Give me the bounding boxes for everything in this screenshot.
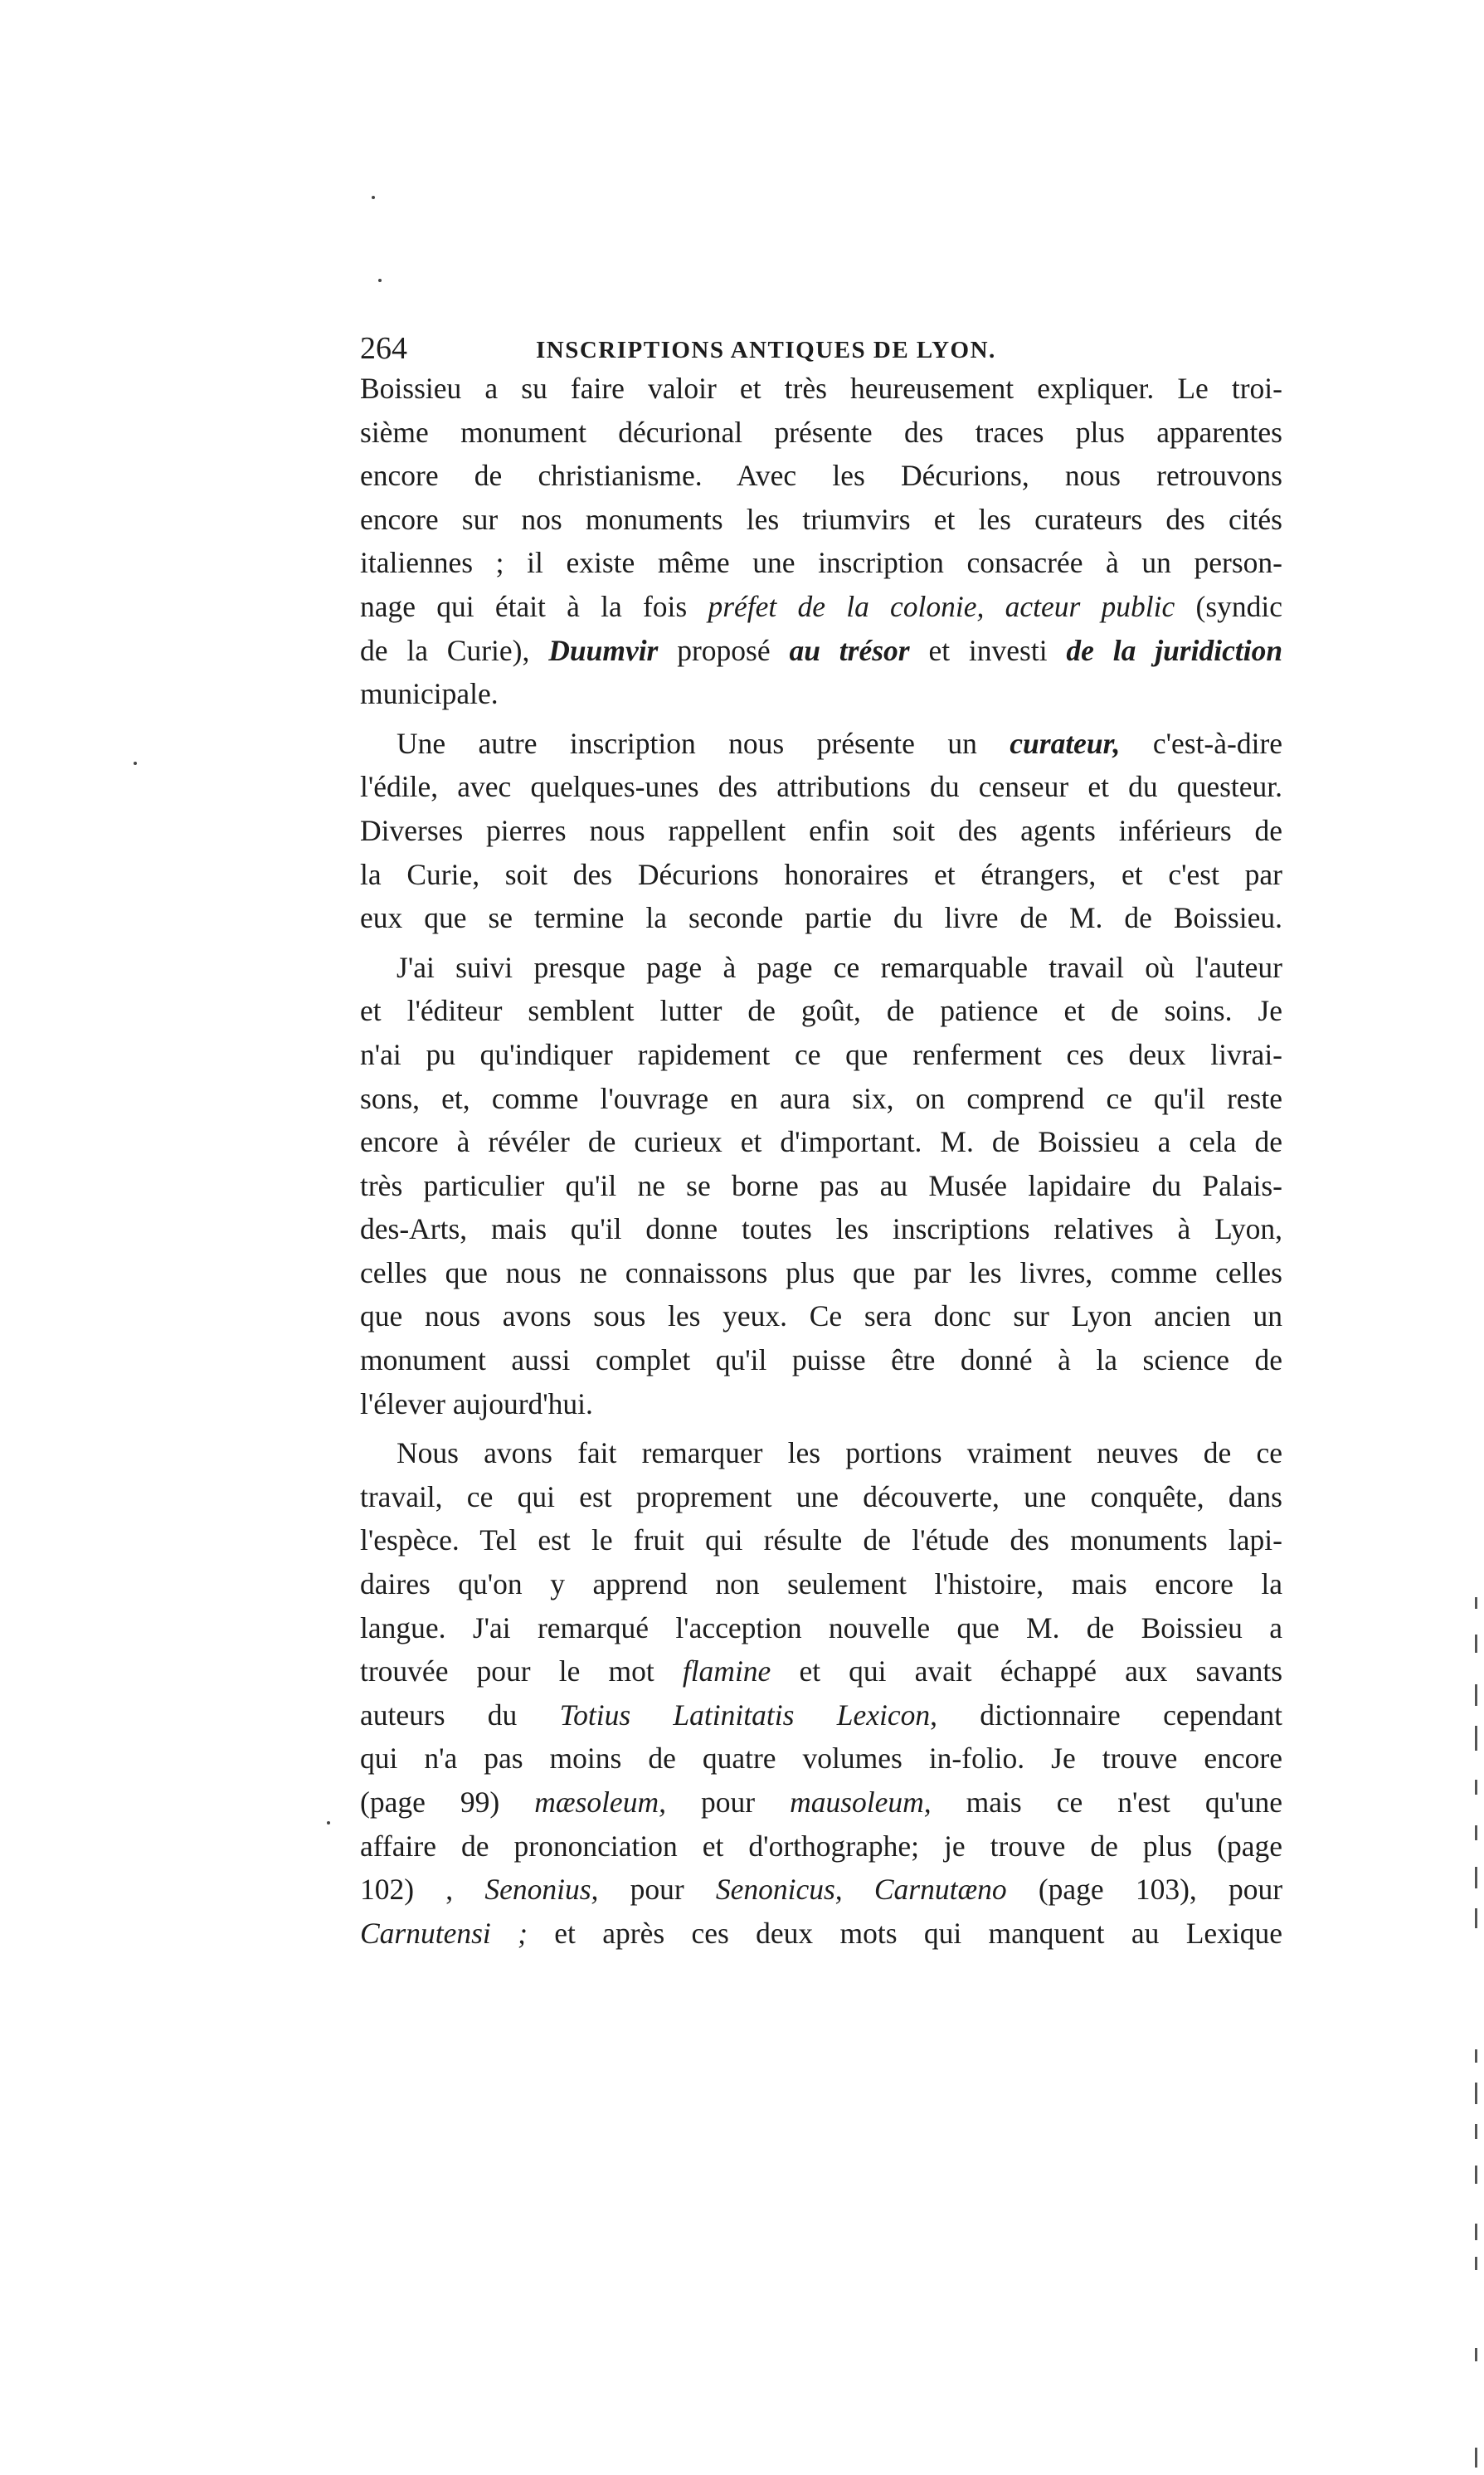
text-run: pour: [630, 1873, 684, 1907]
scan-speck: [327, 1821, 330, 1825]
paragraph-1: [360, 367, 1282, 716]
text-run: auteurs du: [360, 1698, 518, 1732]
italic-run: au trésor: [789, 633, 910, 667]
text-line: l'espèce. Tel est le fruit qui résulte de l'étude des monuments lapi-: [360, 1523, 1282, 1557]
margin-mark: [1475, 2348, 1477, 2361]
text-line: J'ai suivi presque page à page ce remarquable travail où l'auteur: [397, 950, 1282, 984]
italic-run: Senonicus, Carnutæno: [715, 1873, 1007, 1907]
text-line: sième monument décurional présente des traces plus apparentes: [360, 415, 1282, 449]
text-line: Nous avons fait remarquer les portions vraiment neuves de ce: [397, 1436, 1282, 1470]
margin-mark: [1475, 2083, 1477, 2104]
margin-mark: [1475, 2124, 1477, 2139]
paragraph-3: [360, 946, 1282, 1426]
text-run: pour: [700, 1786, 756, 1819]
running-head: [360, 330, 1282, 367]
italic-run: Totius Latinitatis Lexicon: [559, 1698, 931, 1732]
text-run: , dictionnaire cependant: [930, 1698, 1282, 1732]
margin-mark: [1475, 2166, 1477, 2184]
text-line: [360, 1693, 1282, 1737]
text-line: monument aussi complet qu'il puisse être donné à la science de: [360, 1343, 1282, 1377]
italic-run: mæsoleum,: [534, 1786, 666, 1819]
italic-run: Carnutensi ;: [360, 1916, 528, 1950]
margin-mark: [1475, 1597, 1477, 1609]
text-run: de la Curie),: [360, 633, 530, 667]
text-run: proposé: [677, 633, 771, 667]
running-title: INSCRIPTIONS ANTIQUES DE LYON.: [536, 337, 996, 363]
text-line: très particulier qu'il ne se borne pas au Musée lapidaire du Palais-: [360, 1168, 1282, 1202]
text-line: que nous avons sous les yeux. Ce sera donc sur Lyon ancien un: [360, 1299, 1282, 1333]
text-line: encore sur nos monuments les triumvirs et les curateurs des cités: [360, 502, 1282, 536]
text-line: [360, 722, 1282, 766]
margin-mark: [1475, 2257, 1477, 2270]
margin-mark: [1475, 1908, 1477, 1928]
scan-speck: [372, 196, 375, 199]
text-line: encore de christianisme. Avec les Décurions, nous retrouvons: [360, 459, 1282, 493]
scan-speck: [134, 762, 137, 765]
text-run: et qui avait échappé aux savants: [799, 1654, 1283, 1688]
text-run: nage qui était à la fois: [360, 589, 688, 623]
margin-mark: [1475, 1726, 1477, 1751]
text-line: l'élever aujourd'hui.: [360, 1386, 593, 1420]
text-line: celles que nous ne connaissons plus que par les livres, comme celles: [360, 1255, 1282, 1289]
text-run: (page 99): [360, 1786, 500, 1819]
page-number: 264: [360, 331, 407, 366]
text-line: la Curie, soit des Décurions honoraires et étrangers, et c'est par: [360, 857, 1282, 891]
text-line: [360, 1781, 1282, 1825]
text-run: trouvée pour le mot: [360, 1654, 654, 1688]
text-line: [360, 585, 1282, 629]
italic-run: Duumvir: [548, 633, 659, 667]
text-run: et investi: [928, 633, 1048, 667]
text-line: daires qu'on y apprend non seulement l'histoire, mais encore la: [360, 1567, 1282, 1601]
margin-mark: [1475, 1684, 1477, 1706]
text-line: travail, ce qui est proprement une découverte, une conquête, dans: [360, 1479, 1282, 1513]
text-line: encore à révéler de curieux et d'important. M. de Boissieu a cela de: [360, 1125, 1282, 1159]
italic-run: curateur,: [1010, 726, 1121, 760]
text-line: [360, 1912, 1282, 1956]
italic-run: mausoleum,: [790, 1786, 932, 1819]
text-line: n'ai pu qu'indiquer rapidement ce que renferment ces deux livrai-: [360, 1037, 1282, 1071]
margin-mark: [1475, 2448, 1477, 2468]
paragraph-4: [360, 1431, 1282, 1955]
margin-mark: [1475, 2049, 1477, 2063]
text-line: qui n'a pas moins de quatre volumes in-folio. Je trouve encore: [360, 1742, 1282, 1776]
margin-mark: [1475, 2224, 1477, 2240]
text-run: et après ces deux mots qui manquent au Lexique: [554, 1916, 1283, 1950]
margin-mark: [1475, 1635, 1477, 1653]
text-line: italiennes ; il existe même une inscription consacrée à un person-: [360, 546, 1282, 580]
text-line: des-Arts, mais qu'il donne toutes les inscriptions relatives à Lyon,: [360, 1212, 1282, 1246]
italic-run: flamine: [682, 1654, 771, 1688]
text-line: affaire de prononciation et d'orthographe; je trouve de plus (page: [360, 1829, 1282, 1863]
text-line: [360, 1649, 1282, 1693]
text-run: Une autre inscription nous présente un: [397, 726, 977, 760]
text-run: (page 103), pour: [1038, 1873, 1283, 1907]
body-text: [360, 367, 1282, 1955]
scan-speck: [378, 279, 382, 282]
text-run: 102) ,: [360, 1873, 454, 1907]
text-run: c'est-à-dire: [1152, 726, 1283, 760]
margin-mark: [1475, 1825, 1477, 1840]
text-line: et l'éditeur semblent lutter de goût, de patience et de soins. Je: [360, 994, 1282, 1028]
margin-mark: [1475, 1780, 1477, 1795]
text-line: langue. J'ai remarqué l'acception nouvelle que M. de Boissieu a: [360, 1610, 1282, 1644]
italic-run: de la juridiction: [1066, 633, 1283, 667]
text-line: [360, 629, 1282, 673]
text-line: sons, et, comme l'ouvrage en aura six, on comprend ce qu'il reste: [360, 1081, 1282, 1115]
paragraph-2: [360, 722, 1282, 940]
text-line: l'édile, avec quelques-unes des attributions du censeur et du questeur.: [360, 770, 1282, 804]
text-line: [360, 1868, 1282, 1912]
italic-run: préfet de la colonie, acteur public: [708, 589, 1175, 623]
text-run: mais ce n'est qu'une: [966, 1786, 1283, 1819]
margin-mark: [1475, 1867, 1477, 1888]
text-line: Boissieu a su faire valoir et très heureusement expliquer. Le troi-: [360, 372, 1282, 405]
text-line: Diverses pierres nous rappellent enfin soit des agents inférieurs de: [360, 813, 1282, 847]
text-line: eux que se termine la seconde partie du livre de M. de Boissieu.: [360, 901, 1282, 935]
italic-run: Senonius,: [484, 1873, 599, 1907]
text-run: (syndic: [1195, 589, 1283, 623]
text-line: municipale.: [360, 677, 499, 711]
